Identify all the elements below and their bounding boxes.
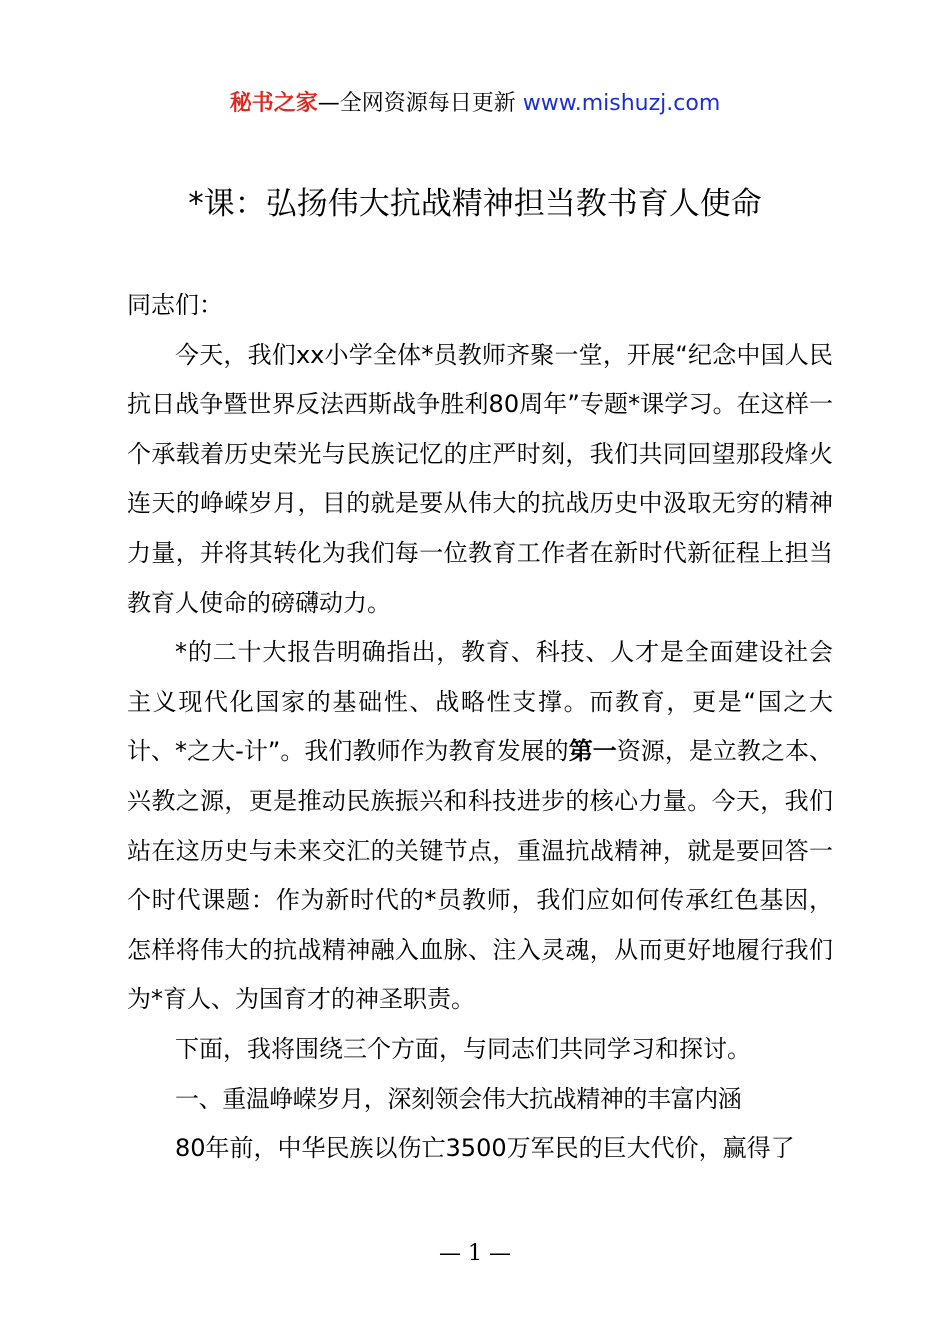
paragraph-intro: 今天，我们xx小学全体*员教师齐聚一堂，开展“纪念中国人民抗日战争暨世界反法西斯战争胜利80周年”专题*课学习。在这样一个承载着历史荣光与民族记忆的庄严时刻，我们共同回望那段烽火连天的峥嵘岁月，目的就是要从伟大的抗战历史中汲取无穷的精神力量，并将其转化为我们每一位教育工作者在新时代新征程上担当教育人使命的磅礴动力。 [127,340,833,617]
document-title: *课：弘扬伟大抗战精神担当教书育人使命 [188,186,762,222]
paragraph-education-emphasis: 第一 [568,737,617,766]
site-url-link[interactable]: www.mishuzj.com [522,91,721,116]
site-brand: 秘书之家 [229,91,318,116]
paragraph-outline: 下面，我将围绕三个方面，与同志们共同学习和探讨。 [175,1034,751,1063]
paragraph-education [127,628,833,1025]
document-body [127,281,833,1174]
salutation: 同志们： [127,291,223,319]
section-heading-1: 一、重温峥嵘岁月，深刻领会伟大抗战精神的丰富内涵 [175,1084,742,1113]
section-1-first-line: 80年前，中华民族以伤亡3500万军民的巨大代价，赢得了 [175,1134,795,1163]
paragraph-education-text-after: 资源，是立教之本、兴教之源，更是推动民族振兴和科技进步的核心力量。今天，我们站在这历史与未来交汇的关键节点，重温抗战精神，就是要回答一个时代课题：作为新时代的*员教师，我们应如何传承红色基因，怎样将伟大的抗战精神融入血脉、注入灵魂，从而更好地履行我们为*育人、为国育才的神圣职责。 [127,737,834,1014]
site-header [0,86,950,122]
site-tagline: —全网资源每日更新 [317,91,516,116]
paragraph-education-text-before: *的二十大报告明确指出，教育、科技、人才是全面建设社会主义现代化国家的基础性、战略性支撑。而教育，更是“国之大计、*之大-计”。我们教师作为教育发展的 [127,638,833,766]
page-number: — 1 — [439,1241,511,1266]
